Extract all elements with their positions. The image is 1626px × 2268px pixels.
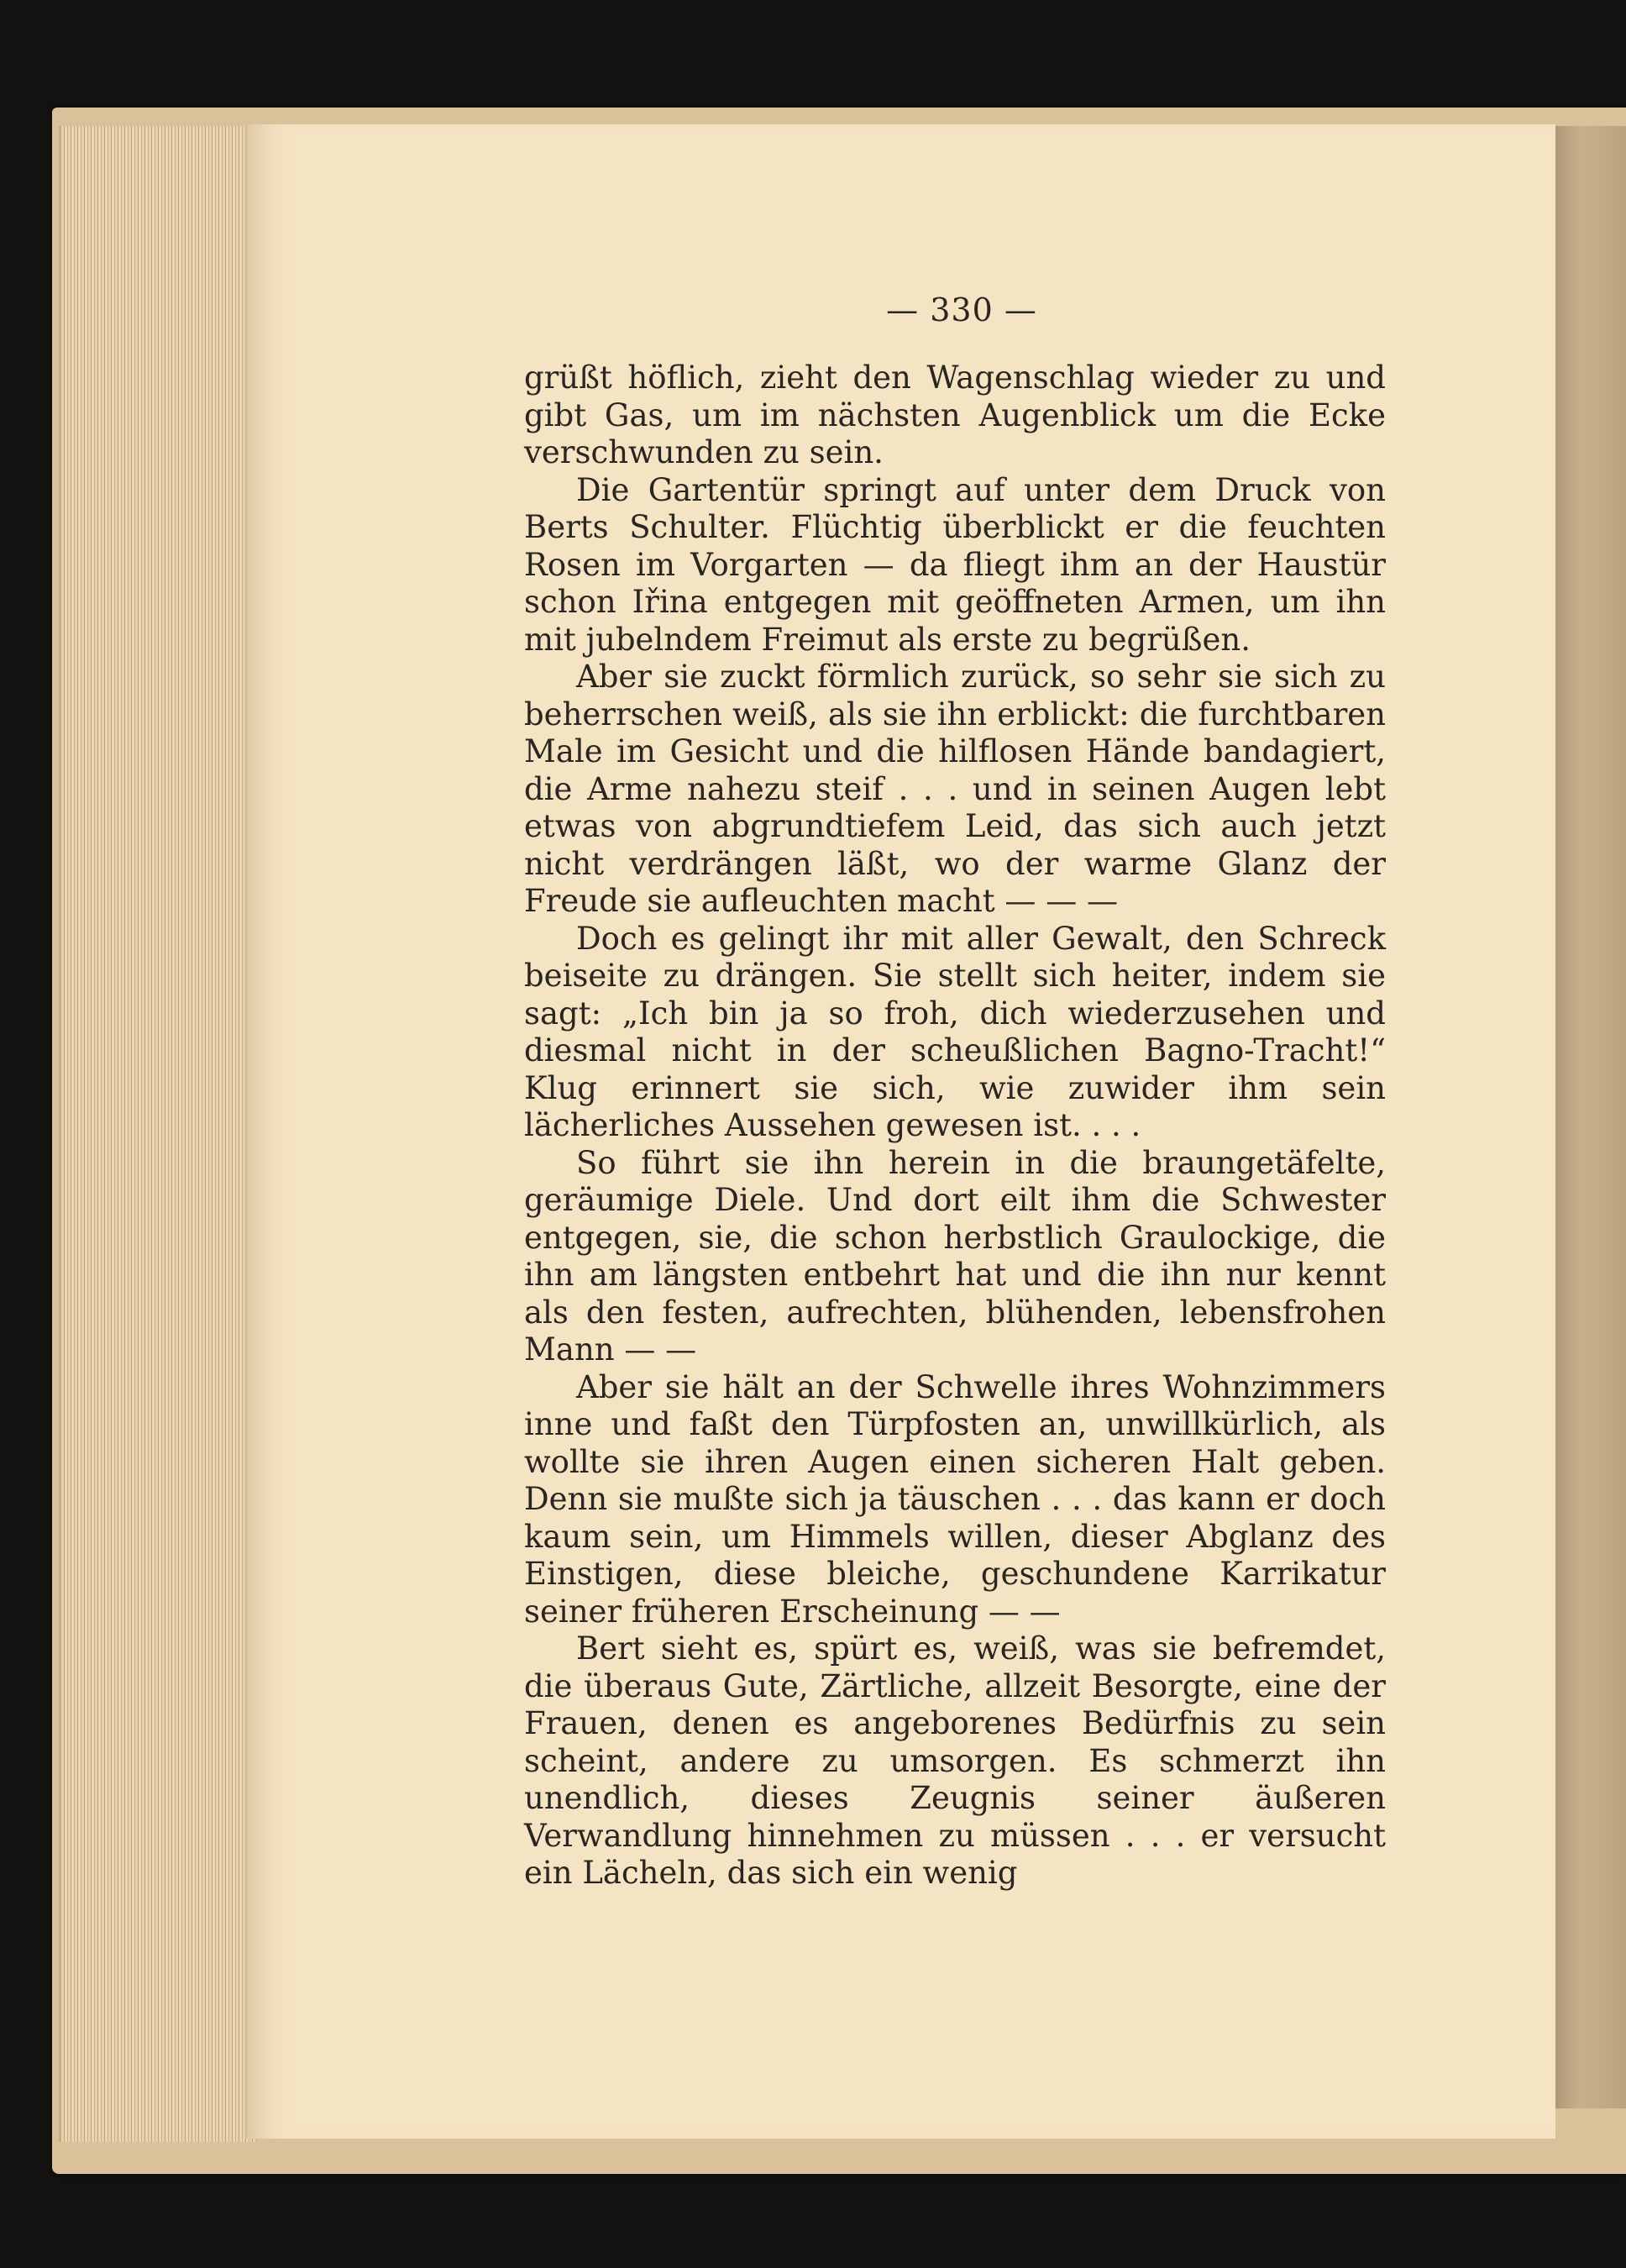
paragraph-2: Die Gartentür springt auf unter dem Druck von Berts Schulter. Flüchtig überblickt er die feuchten Rosen im Vorgarten — da fliegt ihm an der Haustür schon Iřina entgegen mit geöffneten Armen, um ihn mit jubelndem Freimut als erste zu begrüßen. — [524, 471, 1386, 658]
paragraph-4: Doch es gelingt ihr mit aller Gewalt, den Schreck beiseite zu drängen. Sie stellt sich heiter, indem sie sagt: „Ich bin ja so froh, dich wiederzusehen und diesmal nicht in der scheußlichen Bagno-Tracht!“ Klug erinnert sie sich, wie zuwider ihm sein lächerliches Aussehen gewesen ist. . . . — [524, 920, 1386, 1143]
paragraph-1: grüßt höflich, zieht den Wagenschlag wieder zu und gibt Gas, um im nächsten Augenblick um die Ecke verschwunden zu sein. — [524, 360, 1386, 470]
paragraph-7: Bert sieht es, spürt es, weiß, was sie befremdet, die überaus Gute, Zärtliche, allzeit Besorgte, eine der Frauen, denen es angeborenes Bedürfnis zu sein scheint, andere zu umsorgen. Es schmerzt ihn unendlich, dieses Zeugnis seiner äußeren Verwandlung hinnehmen zu müssen . . . er versucht ein Lächeln, das sich ein wenig — [524, 1630, 1386, 1891]
paragraph-5: So führt sie ihn herein in die braungetäfelte, geräumige Diele. Und dort eilt ihm die Schwester entgegen, sie, die schon herbstlich Graulockige, die ihn am längsten entbehrt hat und die ihn nur kennt als den festen, aufrechten, blühenden, lebensfrohen Mann — — — [524, 1144, 1386, 1368]
page-number: — 330 — — [886, 291, 1037, 328]
body-text — [524, 360, 1386, 1893]
paragraph-3: Aber sie zuckt förmlich zurück, so sehr sie sich zu beherrschen weiß, als sie ihn erblickt: die furchtbaren Male im Gesicht und die hilflosen Hände bandagiert, die Arme nahezu steif . . . und in seinen Augen lebt etwas von abgrundtiefem Leid, das sich auch jetzt nicht verdrängen läßt, wo der warme Glanz der Freude sie aufleuchten macht — — — — [524, 659, 1386, 919]
page-edges — [59, 126, 256, 2142]
facing-page-edge — [1550, 126, 1626, 2108]
paragraph-6: Aber sie hält an der Schwelle ihres Wohnzimmers inne und faßt den Türpfosten an, unwillkürlich, als wollte sie ihren Augen einen sicheren Halt geben. Denn sie mußte sich ja täuschen . . . das kann er doch kaum sein, um Himmels willen, dieser Abglanz des Einstigen, diese bleiche, geschundene Karrikatur seiner früheren Erscheinung — — — [524, 1368, 1386, 1630]
